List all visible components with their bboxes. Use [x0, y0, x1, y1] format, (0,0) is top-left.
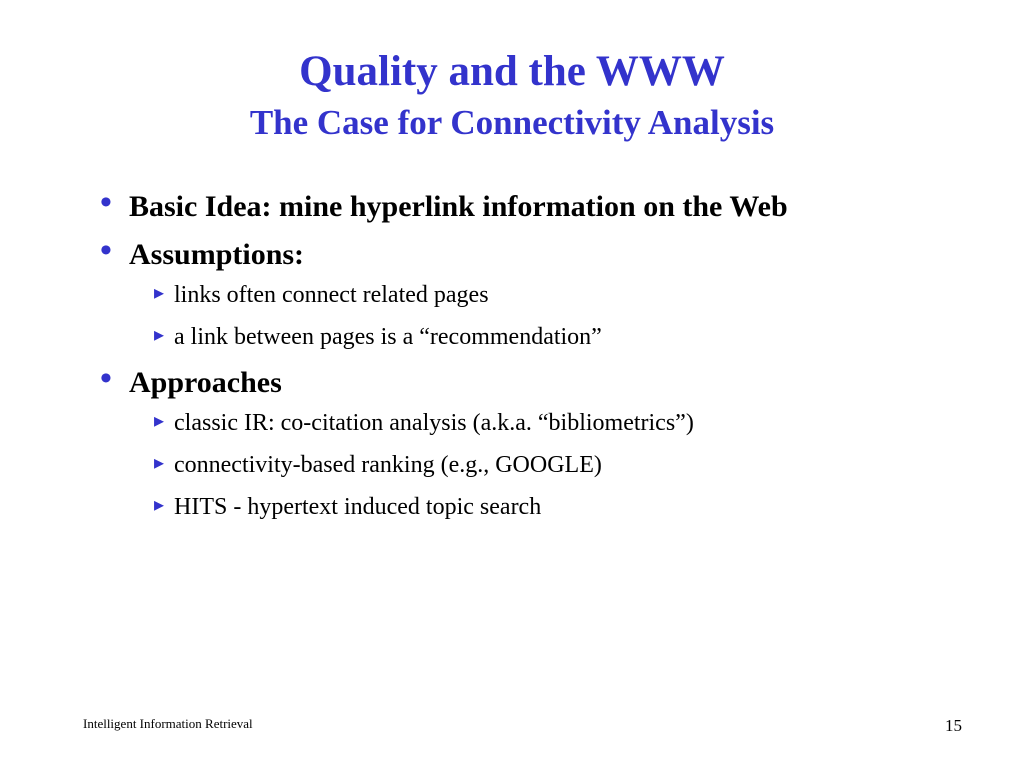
round-bullet-icon: •: [100, 232, 112, 269]
sub-item-label: connectivity-based ranking (e.g., GOOGLE): [174, 452, 602, 478]
sub-item-label: links often connect related pages: [174, 282, 489, 308]
bullet-item-assumptions: [100, 232, 980, 273]
sub-item: [154, 322, 980, 353]
sub-item-label: classic IR: co-citation analysis (a.k.a. “bibliometrics”): [174, 410, 694, 436]
round-bullet-icon: •: [100, 184, 112, 221]
slide-page-number: 15: [945, 716, 962, 735]
bullet-label: Approaches: [129, 366, 282, 399]
slide-title-block: [0, 46, 1024, 145]
bullet-label: Assumptions:: [129, 238, 305, 271]
slide-subtitle: The Case for Connectivity Analysis: [249, 103, 775, 142]
triangle-arrow-icon: ▸: [154, 410, 165, 432]
sub-list-assumptions: [154, 280, 980, 353]
sub-item: [154, 492, 980, 523]
sub-item: [154, 450, 980, 481]
sub-list-approaches: [154, 408, 980, 523]
triangle-arrow-icon: ▸: [154, 282, 165, 304]
bullet-item-basic-idea: [100, 184, 980, 225]
triangle-arrow-icon: ▸: [154, 324, 165, 346]
sub-item: [154, 280, 980, 311]
bullet-label: Basic Idea: mine hyperlink information on the Web: [129, 190, 788, 223]
sub-item-label: a link between pages is a “recommendation”: [174, 324, 602, 350]
triangle-arrow-icon: ▸: [154, 494, 165, 516]
bullet-item-approaches: [100, 360, 980, 401]
slide-title: Quality and the WWW: [299, 48, 725, 95]
round-bullet-icon: •: [100, 360, 112, 397]
bullet-list: [100, 184, 980, 534]
footer-course-title: Intelligent Information Retrieval: [83, 716, 253, 731]
triangle-arrow-icon: ▸: [154, 452, 165, 474]
sub-item-label: HITS - hypertext induced topic search: [174, 494, 542, 520]
sub-item: [154, 408, 980, 439]
